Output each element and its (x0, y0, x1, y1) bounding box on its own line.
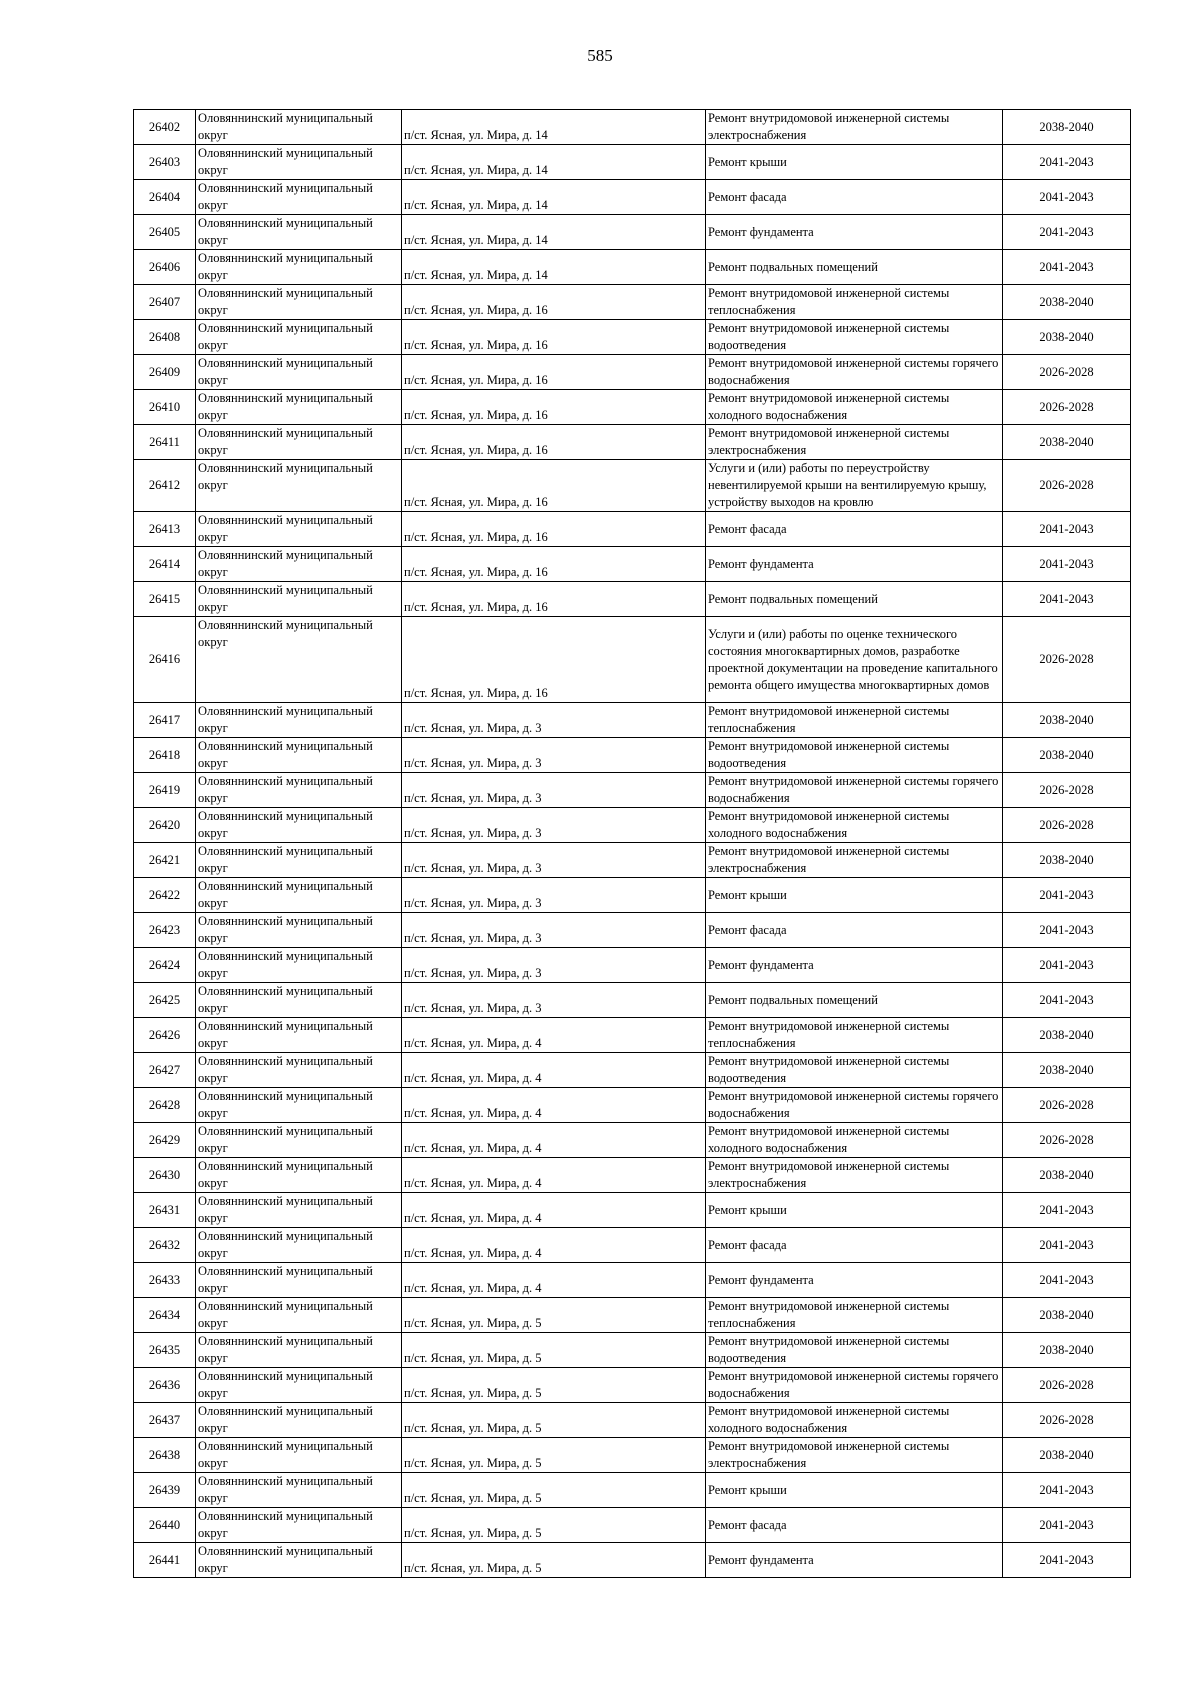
table-row (134, 843, 1131, 878)
work-type-cell: Ремонт внутридомовой инженерной системы электроснабжения (706, 425, 1003, 460)
period-cell: 2026-2028 (1003, 460, 1131, 512)
table-row (134, 1123, 1131, 1158)
municipality-cell: Оловяннинский муниципальный округ (196, 1193, 402, 1228)
period-cell: 2038-2040 (1003, 738, 1131, 773)
row-number-cell: 26419 (134, 773, 196, 808)
address-cell: п/ст. Ясная, ул. Мира, д. 5 (402, 1403, 706, 1438)
table-row (134, 390, 1131, 425)
address-cell: п/ст. Ясная, ул. Мира, д. 16 (402, 285, 706, 320)
address-cell: п/ст. Ясная, ул. Мира, д. 3 (402, 738, 706, 773)
table-row (134, 320, 1131, 355)
row-number-cell: 26433 (134, 1263, 196, 1298)
period-cell: 2041-2043 (1003, 1228, 1131, 1263)
period-cell: 2038-2040 (1003, 110, 1131, 145)
row-number-cell: 26404 (134, 180, 196, 215)
period-cell: 2026-2028 (1003, 773, 1131, 808)
work-type-cell: Ремонт фундамента (706, 1543, 1003, 1578)
period-cell: 2041-2043 (1003, 250, 1131, 285)
address-cell: п/ст. Ясная, ул. Мира, д. 4 (402, 1018, 706, 1053)
table-row (134, 1438, 1131, 1473)
period-cell: 2041-2043 (1003, 180, 1131, 215)
period-cell: 2041-2043 (1003, 215, 1131, 250)
table-row (134, 425, 1131, 460)
table-row (134, 1368, 1131, 1403)
municipality-cell: Оловяннинский муниципальный округ (196, 1018, 402, 1053)
row-number-cell: 26423 (134, 913, 196, 948)
period-cell: 2038-2040 (1003, 843, 1131, 878)
row-number-cell: 26413 (134, 512, 196, 547)
period-cell: 2041-2043 (1003, 913, 1131, 948)
municipality-cell: Оловяннинский муниципальный округ (196, 425, 402, 460)
row-number-cell: 26402 (134, 110, 196, 145)
row-number-cell: 26403 (134, 145, 196, 180)
row-number-cell: 26427 (134, 1053, 196, 1088)
address-cell: п/ст. Ясная, ул. Мира, д. 16 (402, 547, 706, 582)
period-cell: 2038-2040 (1003, 285, 1131, 320)
period-cell: 2041-2043 (1003, 878, 1131, 913)
table-row (134, 1333, 1131, 1368)
table-row (134, 285, 1131, 320)
municipality-cell: Оловяннинский муниципальный округ (196, 1543, 402, 1578)
address-cell: п/ст. Ясная, ул. Мира, д. 14 (402, 180, 706, 215)
address-cell: п/ст. Ясная, ул. Мира, д. 3 (402, 843, 706, 878)
table-row (134, 355, 1131, 390)
period-cell: 2026-2028 (1003, 390, 1131, 425)
work-type-cell: Ремонт фундамента (706, 948, 1003, 983)
table-row (134, 1473, 1131, 1508)
row-number-cell: 26441 (134, 1543, 196, 1578)
municipality-cell: Оловяннинский муниципальный округ (196, 1438, 402, 1473)
period-cell: 2026-2028 (1003, 617, 1131, 703)
address-cell: п/ст. Ясная, ул. Мира, д. 14 (402, 250, 706, 285)
municipality-cell: Оловяннинский муниципальный округ (196, 808, 402, 843)
work-type-cell: Ремонт подвальных помещений (706, 983, 1003, 1018)
municipality-cell: Оловяннинский муниципальный округ (196, 1298, 402, 1333)
row-number-cell: 26407 (134, 285, 196, 320)
row-number-cell: 26429 (134, 1123, 196, 1158)
row-number-cell: 26434 (134, 1298, 196, 1333)
row-number-cell: 26430 (134, 1158, 196, 1193)
table-row (134, 913, 1131, 948)
row-number-cell: 26406 (134, 250, 196, 285)
address-cell: п/ст. Ясная, ул. Мира, д. 16 (402, 512, 706, 547)
row-number-cell: 26418 (134, 738, 196, 773)
municipality-cell: Оловяннинский муниципальный округ (196, 703, 402, 738)
work-type-cell: Ремонт фасада (706, 512, 1003, 547)
row-number-cell: 26431 (134, 1193, 196, 1228)
period-cell: 2038-2040 (1003, 703, 1131, 738)
page-number: 585 (587, 46, 613, 65)
table-body (134, 110, 1131, 1578)
address-cell: п/ст. Ясная, ул. Мира, д. 16 (402, 582, 706, 617)
address-cell: п/ст. Ясная, ул. Мира, д. 3 (402, 878, 706, 913)
row-number-cell: 26437 (134, 1403, 196, 1438)
work-type-cell: Ремонт фундамента (706, 547, 1003, 582)
table-row (134, 773, 1131, 808)
period-cell: 2038-2040 (1003, 425, 1131, 460)
work-type-cell: Ремонт фундамента (706, 1263, 1003, 1298)
work-type-cell: Ремонт фасада (706, 1508, 1003, 1543)
table-row (134, 512, 1131, 547)
period-cell: 2041-2043 (1003, 1543, 1131, 1578)
row-number-cell: 26435 (134, 1333, 196, 1368)
address-cell: п/ст. Ясная, ул. Мира, д. 4 (402, 1228, 706, 1263)
municipality-cell: Оловяннинский муниципальный округ (196, 250, 402, 285)
work-type-cell: Ремонт крыши (706, 878, 1003, 913)
table-row (134, 617, 1131, 703)
address-cell: п/ст. Ясная, ул. Мира, д. 14 (402, 215, 706, 250)
municipality-cell: Оловяннинский муниципальный округ (196, 285, 402, 320)
row-number-cell: 26417 (134, 703, 196, 738)
table-row (134, 1158, 1131, 1193)
address-cell: п/ст. Ясная, ул. Мира, д. 5 (402, 1368, 706, 1403)
work-type-cell: Ремонт внутридомовой инженерной системы электроснабжения (706, 1438, 1003, 1473)
row-number-cell: 26420 (134, 808, 196, 843)
table-row (134, 145, 1131, 180)
address-cell: п/ст. Ясная, ул. Мира, д. 4 (402, 1053, 706, 1088)
work-type-cell: Ремонт внутридомовой инженерной системы горячего водоснабжения (706, 773, 1003, 808)
work-type-cell: Ремонт внутридомовой инженерной системы теплоснабжения (706, 285, 1003, 320)
municipality-cell: Оловяннинский муниципальный округ (196, 1228, 402, 1263)
row-number-cell: 26439 (134, 1473, 196, 1508)
address-cell: п/ст. Ясная, ул. Мира, д. 4 (402, 1263, 706, 1298)
period-cell: 2026-2028 (1003, 1403, 1131, 1438)
row-number-cell: 26440 (134, 1508, 196, 1543)
work-type-cell: Ремонт внутридомовой инженерной системы электроснабжения (706, 843, 1003, 878)
table-row (134, 460, 1131, 512)
address-cell: п/ст. Ясная, ул. Мира, д. 16 (402, 617, 706, 703)
work-type-cell: Ремонт внутридомовой инженерной системы холодного водоснабжения (706, 1403, 1003, 1438)
address-cell: п/ст. Ясная, ул. Мира, д. 16 (402, 390, 706, 425)
work-type-cell: Ремонт фасада (706, 180, 1003, 215)
period-cell: 2038-2040 (1003, 1438, 1131, 1473)
row-number-cell: 26409 (134, 355, 196, 390)
table-row (134, 983, 1131, 1018)
row-number-cell: 26422 (134, 878, 196, 913)
address-cell: п/ст. Ясная, ул. Мира, д. 3 (402, 773, 706, 808)
row-number-cell: 26425 (134, 983, 196, 1018)
address-cell: п/ст. Ясная, ул. Мира, д. 14 (402, 110, 706, 145)
period-cell: 2041-2043 (1003, 983, 1131, 1018)
address-cell: п/ст. Ясная, ул. Мира, д. 5 (402, 1438, 706, 1473)
table-row (134, 110, 1131, 145)
work-type-cell: Услуги и (или) работы по переустройству невентилируемой крыши на вентилируемую крышу, устройству выходов на кровлю (706, 460, 1003, 512)
address-cell: п/ст. Ясная, ул. Мира, д. 16 (402, 355, 706, 390)
period-cell: 2026-2028 (1003, 1123, 1131, 1158)
municipality-cell: Оловяннинский муниципальный округ (196, 110, 402, 145)
table-row (134, 1543, 1131, 1578)
row-number-cell: 26436 (134, 1368, 196, 1403)
work-type-cell: Ремонт внутридомовой инженерной системы теплоснабжения (706, 1018, 1003, 1053)
municipality-cell: Оловяннинский муниципальный округ (196, 1123, 402, 1158)
address-cell: п/ст. Ясная, ул. Мира, д. 4 (402, 1088, 706, 1123)
work-type-cell: Ремонт фундамента (706, 215, 1003, 250)
work-type-cell: Ремонт внутридомовой инженерной системы теплоснабжения (706, 703, 1003, 738)
work-type-cell: Ремонт внутридомовой инженерной системы теплоснабжения (706, 1298, 1003, 1333)
municipality-cell: Оловяннинский муниципальный округ (196, 948, 402, 983)
row-number-cell: 26438 (134, 1438, 196, 1473)
table-row (134, 180, 1131, 215)
address-cell: п/ст. Ясная, ул. Мира, д. 16 (402, 320, 706, 355)
municipality-cell: Оловяннинский муниципальный округ (196, 983, 402, 1018)
work-type-cell: Ремонт внутридомовой инженерной системы горячего водоснабжения (706, 1368, 1003, 1403)
period-cell: 2026-2028 (1003, 1088, 1131, 1123)
municipality-cell: Оловяннинский муниципальный округ (196, 180, 402, 215)
work-type-cell: Ремонт внутридомовой инженерной системы водоотведения (706, 1333, 1003, 1368)
address-cell: п/ст. Ясная, ул. Мира, д. 14 (402, 145, 706, 180)
address-cell: п/ст. Ясная, ул. Мира, д. 16 (402, 460, 706, 512)
period-cell: 2041-2043 (1003, 1263, 1131, 1298)
work-type-cell: Ремонт внутридомовой инженерной системы водоотведения (706, 1053, 1003, 1088)
municipality-cell: Оловяннинский муниципальный округ (196, 738, 402, 773)
address-cell: п/ст. Ясная, ул. Мира, д. 5 (402, 1298, 706, 1333)
period-cell: 2038-2040 (1003, 1158, 1131, 1193)
municipality-cell: Оловяннинский муниципальный округ (196, 1088, 402, 1123)
row-number-cell: 26408 (134, 320, 196, 355)
table-row (134, 1228, 1131, 1263)
capital-repair-table (133, 109, 1131, 1578)
work-type-cell: Услуги и (или) работы по оценке технического состояния многоквартирных домов, разработке проектной документации на проведение капитального ремонта общего имущества многоквартирных домов (706, 617, 1003, 703)
row-number-cell: 26424 (134, 948, 196, 983)
row-number-cell: 26415 (134, 582, 196, 617)
address-cell: п/ст. Ясная, ул. Мира, д. 5 (402, 1473, 706, 1508)
municipality-cell: Оловяннинский муниципальный округ (196, 1158, 402, 1193)
work-type-cell: Ремонт внутридомовой инженерной системы водоотведения (706, 738, 1003, 773)
table-row (134, 1298, 1131, 1333)
table-row (134, 1263, 1131, 1298)
municipality-cell: Оловяннинский муниципальный округ (196, 1368, 402, 1403)
municipality-cell: Оловяннинский муниципальный округ (196, 773, 402, 808)
row-number-cell: 26421 (134, 843, 196, 878)
table-row (134, 250, 1131, 285)
address-cell: п/ст. Ясная, ул. Мира, д. 3 (402, 808, 706, 843)
period-cell: 2026-2028 (1003, 1368, 1131, 1403)
municipality-cell: Оловяннинский муниципальный округ (196, 1403, 402, 1438)
table-row (134, 1018, 1131, 1053)
municipality-cell: Оловяннинский муниципальный округ (196, 1473, 402, 1508)
address-cell: п/ст. Ясная, ул. Мира, д. 5 (402, 1543, 706, 1578)
period-cell: 2041-2043 (1003, 1473, 1131, 1508)
row-number-cell: 26414 (134, 547, 196, 582)
table-row (134, 1193, 1131, 1228)
address-cell: п/ст. Ясная, ул. Мира, д. 5 (402, 1333, 706, 1368)
row-number-cell: 26412 (134, 460, 196, 512)
municipality-cell: Оловяннинский муниципальный округ (196, 1053, 402, 1088)
period-cell: 2041-2043 (1003, 512, 1131, 547)
table-row (134, 547, 1131, 582)
table-row (134, 738, 1131, 773)
work-type-cell: Ремонт внутридомовой инженерной системы холодного водоснабжения (706, 1123, 1003, 1158)
work-type-cell: Ремонт фасада (706, 913, 1003, 948)
work-type-cell: Ремонт крыши (706, 1193, 1003, 1228)
address-cell: п/ст. Ясная, ул. Мира, д. 4 (402, 1158, 706, 1193)
table-row (134, 215, 1131, 250)
municipality-cell: Оловяннинский муниципальный округ (196, 582, 402, 617)
row-number-cell: 26428 (134, 1088, 196, 1123)
table-row (134, 1088, 1131, 1123)
period-cell: 2026-2028 (1003, 355, 1131, 390)
period-cell: 2041-2043 (1003, 547, 1131, 582)
period-cell: 2038-2040 (1003, 1298, 1131, 1333)
table-row (134, 703, 1131, 738)
address-cell: п/ст. Ясная, ул. Мира, д. 3 (402, 913, 706, 948)
table-row (134, 948, 1131, 983)
municipality-cell: Оловяннинский муниципальный округ (196, 1333, 402, 1368)
row-number-cell: 26426 (134, 1018, 196, 1053)
table-row (134, 1403, 1131, 1438)
municipality-cell: Оловяннинский муниципальный округ (196, 843, 402, 878)
address-cell: п/ст. Ясная, ул. Мира, д. 3 (402, 703, 706, 738)
address-cell: п/ст. Ясная, ул. Мира, д. 4 (402, 1123, 706, 1158)
municipality-cell: Оловяннинский муниципальный округ (196, 913, 402, 948)
table-row (134, 582, 1131, 617)
period-cell: 2038-2040 (1003, 320, 1131, 355)
address-cell: п/ст. Ясная, ул. Мира, д. 4 (402, 1193, 706, 1228)
period-cell: 2041-2043 (1003, 145, 1131, 180)
municipality-cell: Оловяннинский муниципальный округ (196, 617, 402, 703)
period-cell: 2038-2040 (1003, 1333, 1131, 1368)
period-cell: 2041-2043 (1003, 1508, 1131, 1543)
row-number-cell: 26405 (134, 215, 196, 250)
municipality-cell: Оловяннинский муниципальный округ (196, 547, 402, 582)
period-cell: 2041-2043 (1003, 582, 1131, 617)
address-cell: п/ст. Ясная, ул. Мира, д. 16 (402, 425, 706, 460)
table-row (134, 1508, 1131, 1543)
work-type-cell: Ремонт внутридомовой инженерной системы холодного водоснабжения (706, 808, 1003, 843)
municipality-cell: Оловяннинский муниципальный округ (196, 878, 402, 913)
municipality-cell: Оловяннинский муниципальный округ (196, 355, 402, 390)
municipality-cell: Оловяннинский муниципальный округ (196, 512, 402, 547)
work-type-cell: Ремонт внутридомовой инженерной системы электроснабжения (706, 110, 1003, 145)
municipality-cell: Оловяннинский муниципальный округ (196, 1508, 402, 1543)
work-type-cell: Ремонт подвальных помещений (706, 582, 1003, 617)
address-cell: п/ст. Ясная, ул. Мира, д. 3 (402, 948, 706, 983)
work-type-cell: Ремонт подвальных помещений (706, 250, 1003, 285)
address-cell: п/ст. Ясная, ул. Мира, д. 3 (402, 983, 706, 1018)
period-cell: 2038-2040 (1003, 1053, 1131, 1088)
row-number-cell: 26410 (134, 390, 196, 425)
work-type-cell: Ремонт внутридомовой инженерной системы водоотведения (706, 320, 1003, 355)
municipality-cell: Оловяннинский муниципальный округ (196, 460, 402, 512)
work-type-cell: Ремонт внутридомовой инженерной системы горячего водоснабжения (706, 1088, 1003, 1123)
work-type-cell: Ремонт внутридомовой инженерной системы электроснабжения (706, 1158, 1003, 1193)
address-cell: п/ст. Ясная, ул. Мира, д. 5 (402, 1508, 706, 1543)
municipality-cell: Оловяннинский муниципальный округ (196, 320, 402, 355)
municipality-cell: Оловяннинский муниципальный округ (196, 390, 402, 425)
work-type-cell: Ремонт крыши (706, 145, 1003, 180)
row-number-cell: 26416 (134, 617, 196, 703)
period-cell: 2041-2043 (1003, 1193, 1131, 1228)
work-type-cell: Ремонт фасада (706, 1228, 1003, 1263)
municipality-cell: Оловяннинский муниципальный округ (196, 215, 402, 250)
row-number-cell: 26411 (134, 425, 196, 460)
municipality-cell: Оловяннинский муниципальный округ (196, 145, 402, 180)
period-cell: 2026-2028 (1003, 808, 1131, 843)
work-type-cell: Ремонт внутридомовой инженерной системы холодного водоснабжения (706, 390, 1003, 425)
work-type-cell: Ремонт внутридомовой инженерной системы горячего водоснабжения (706, 355, 1003, 390)
municipality-cell: Оловяннинский муниципальный округ (196, 1263, 402, 1298)
table-row (134, 808, 1131, 843)
work-type-cell: Ремонт крыши (706, 1473, 1003, 1508)
period-cell: 2038-2040 (1003, 1018, 1131, 1053)
table-row (134, 878, 1131, 913)
table-row (134, 1053, 1131, 1088)
row-number-cell: 26432 (134, 1228, 196, 1263)
period-cell: 2041-2043 (1003, 948, 1131, 983)
